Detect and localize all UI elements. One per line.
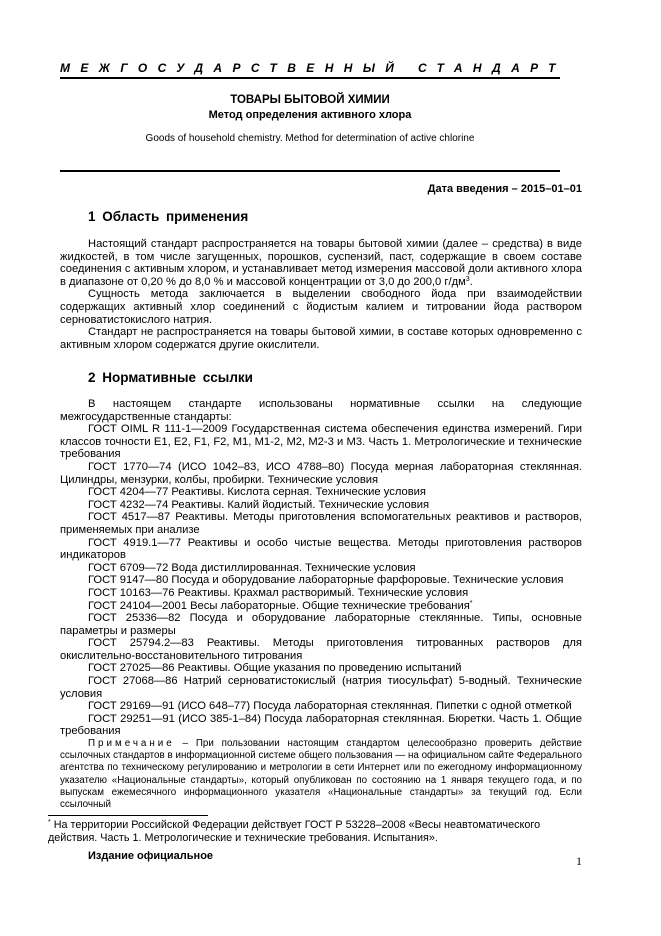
reference-item: ГОСТ 6709—72 Вода дистиллированная. Технические условия	[88, 561, 416, 574]
official-edition-label: Издание официальное	[88, 850, 214, 862]
reference-24104-text: ГОСТ 24104—2001 Весы лабораторные. Общие технические требования	[88, 599, 470, 612]
document-title: ТОВАРЫ БЫТОВОЙ ХИМИИ	[230, 94, 390, 106]
intro-date: Дата введения – 2015–01–01	[427, 183, 582, 195]
reference-item-24104	[60, 600, 582, 613]
reference-item: ГОСТ 4232—74 Реактивы. Калий йодистый. Технические условия	[88, 498, 430, 511]
footnote-rule	[48, 815, 208, 816]
section-1-heading: 1 Область применения	[88, 209, 249, 224]
scope-text-end: .	[469, 275, 473, 288]
footnote	[48, 819, 582, 845]
reference-item: ГОСТ 4204—77 Реактивы. Кислота серная. Технические условия	[88, 486, 426, 499]
standard-banner: МЕЖГОСУДАРСТВЕННЫЙ СТАНДАРТ	[60, 61, 566, 75]
footnote-text: На территории Российской Федерации действует ГОСТ Р 53228–2008 «Весы неавтоматического действия. Часть 1. Метрологические и технические требования. Испытания».	[48, 819, 541, 844]
reference-item: ГОСТ 27025—86 Реактивы. Общие указания по проведению испытаний	[88, 662, 462, 675]
reference-item: ГОСТ 4919.1—77 Реактивы и особо чистые вещества. Методы приготовления растворов индикаторов	[60, 536, 582, 562]
exclusion-paragraph: Стандарт не распространяется на товары бытовой химии, в составе которых одновременно с активным хлором содержатся другие окислители.	[60, 326, 582, 351]
footnote-reference-mark: *	[469, 599, 473, 607]
section-1-body	[60, 238, 582, 351]
section-2-body	[60, 398, 582, 811]
scope-superscript: 3	[465, 275, 470, 283]
top-rule	[60, 77, 560, 79]
reference-item: ГОСТ 9147—80 Посуда и оборудование лабораторные фарфоровые. Технические условия	[88, 574, 564, 587]
method-essence-paragraph: Сущность метода заключается в выделении свободного йода при взаимодействии содержащих активный хлор соединений с йодистым калием и титровании йода раствором серноватистокислого натрия.	[60, 288, 582, 326]
references-intro: В настоящем стандарте использованы нормативные ссылки на следующие межгосударственные стандарты:	[60, 398, 582, 423]
reference-item: ГОСТ 1770—74 (ИСО 1042–83, ИСО 4788–80) Посуда мерная лабораторная стеклянная. Цилиндры, мензурки, колбы, пробирки. Технические условия	[60, 460, 582, 486]
reference-item: ГОСТ 4517—87 Реактивы. Методы приготовления вспомогательных реактивов и растворов, применяемых при анализе	[60, 511, 582, 536]
references-note	[60, 738, 582, 811]
reference-item: ГОСТ 27068—86 Натрий серноватистокислый (натрия тиосульфат) 5-водный. Технические условия	[60, 675, 582, 700]
reference-item: ГОСТ 10163—76 Реактивы. Крахмал растворимый. Технические условия	[88, 586, 469, 599]
reference-item: ГОСТ 29251—91 (ИСО 385-1–84) Посуда лабораторная стеклянная. Бюретки. Часть 1. Общие требования	[60, 712, 582, 738]
reference-item: ГОСТ 25794.2—83 Реактивы. Методы приготовления титрованных растворов для окислительно-восстановительного титрования	[60, 637, 582, 662]
section-2-heading: 2 Нормативные ссылки	[88, 370, 253, 385]
reference-item: ГОСТ OIML R 111-1—2009 Государственная система обеспечения единства измерений. Гири классов точности E1, E2, F1, F2, M1, M1-2, M2, M2-3 и M3. Часть 1. Метрологические и технические требования	[60, 423, 582, 461]
reference-item: ГОСТ 29169—91 (ИСО 648–77) Посуда лабораторная стеклянная. Пипетки с одной отметкой	[88, 700, 572, 713]
reference-item: ГОСТ 25336—82 Посуда и оборудование лабораторные стеклянные. Типы, основные параметры и размеры	[60, 612, 582, 637]
scope-text: Настоящий стандарт распространяется на товары бытовой химии (далее – средства) в виде жидкостей, в том числе загущенных, порошков, суспензий, паст, содержащие в своем составе соединения с активным хлором, и устанавливает метод измерения массовой доли активного хлора в диапазоне от 0,20 % до 8,0 % и массовой концентрации от 3,0 до 200,0 г/дм	[60, 238, 582, 288]
footnote-mark: *	[48, 819, 51, 826]
document-subtitle: Метод определения активного хлора	[208, 109, 412, 121]
note-text: – При пользовании настоящим стандартом целесообразно проверить действие ссылочных стандартов в информационной системе общего пользования — на официальном сайте Федерального агентства по техническому регулированию и метрологии в сети Интернет или по ежегодному информационному указателю «Национальные стандарты», который опубликован по состоянию на 1 января текущего года, и по выпускам ежемесячного информационного указателя «Национальные стандарты» за текущий год. Если ссылочный	[60, 738, 582, 811]
page-number: 1	[576, 854, 582, 868]
english-title: Goods of household chemistry. Method for determination of active chlorine	[145, 133, 475, 144]
scope-paragraph	[60, 238, 582, 288]
note-label: Примечание	[88, 738, 175, 750]
header-rule	[60, 170, 560, 172]
